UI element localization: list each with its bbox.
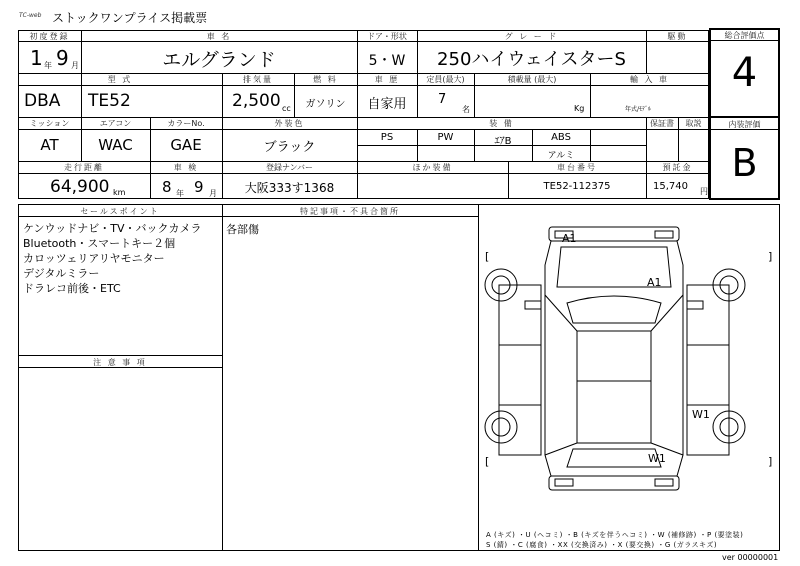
sales-point-line: カロッツェリアリヤモニター bbox=[23, 252, 165, 265]
color-no-value: GAE bbox=[170, 136, 202, 154]
remarks-text: 各部傷 bbox=[226, 223, 259, 236]
price-unit: 円 bbox=[700, 187, 708, 196]
warranty-header: 保証書 bbox=[650, 119, 674, 128]
page-title: ストックワンプライス掲載票 bbox=[52, 11, 208, 25]
damage-mark-right-rear-door: W1 bbox=[692, 408, 710, 421]
other-equip-header: ほか装備 bbox=[412, 163, 453, 172]
aircon-header: エアコン bbox=[99, 119, 132, 128]
mileage-unit: km bbox=[113, 188, 126, 197]
equip-ps: PS bbox=[380, 132, 394, 143]
sales-points-list bbox=[23, 221, 201, 296]
total-score-header: 総合評価点 bbox=[724, 31, 765, 40]
manual-header: 取説 bbox=[685, 119, 702, 128]
capacity-value: 7 bbox=[438, 92, 447, 107]
fuel-value: ガソリン bbox=[305, 99, 346, 110]
load-header: 積載量 (最大) bbox=[507, 75, 557, 84]
plate-value: 大阪333す1368 bbox=[244, 181, 335, 195]
grade-value: 250ハイウェイスターS bbox=[437, 49, 626, 70]
inspection-year-unit: 年 bbox=[176, 189, 184, 198]
model-year-label: 年式/ﾓﾃﾞﾙ bbox=[625, 106, 652, 113]
aircon-value: WAC bbox=[98, 136, 133, 154]
first-reg-header: 初度登録 bbox=[29, 32, 70, 41]
capacity-unit: 名 bbox=[462, 105, 470, 114]
version-label: ver 00000001 bbox=[722, 553, 779, 562]
sales-point-line: Bluetooth・スマートキー２個 bbox=[23, 237, 176, 250]
month-unit: 月 bbox=[71, 61, 79, 70]
chassis-header: 車台番号 bbox=[557, 163, 597, 172]
grade-header: グ レ ー ド bbox=[504, 32, 559, 41]
inspection-month-unit: 月 bbox=[209, 189, 217, 198]
price-value: 15,740 bbox=[653, 181, 688, 192]
mileage-value: 64,900 bbox=[50, 177, 110, 197]
exterior-header: 外装色 bbox=[274, 119, 305, 128]
equip-abs: ABS bbox=[551, 132, 571, 143]
car-name-header: 車 名 bbox=[206, 32, 232, 41]
total-score: 4 bbox=[731, 50, 758, 96]
plate-header: 登録ナンバー bbox=[265, 163, 314, 172]
year-unit: 年 bbox=[44, 61, 52, 70]
exterior-value: ブラック bbox=[263, 140, 316, 155]
inspection-year: 8 bbox=[162, 178, 172, 196]
sales-point-line: ドラレコ前後・ETC bbox=[23, 282, 121, 295]
capacity-header: 定員(最大) bbox=[426, 75, 465, 84]
car-name: エルグランド bbox=[162, 49, 276, 71]
history-value: 自家用 bbox=[367, 97, 407, 112]
interior-score-header: 内装評価 bbox=[728, 120, 761, 129]
legend-line-1: A (キズ) ・U (ヘコミ) ・B (キズを伴うヘコミ) ・W (補修跡) ・P (要塗装) bbox=[486, 531, 744, 539]
interior-score: B bbox=[731, 141, 758, 185]
mileage-header: 走行距離 bbox=[64, 163, 104, 172]
damage-mark-rear: W1 bbox=[648, 452, 666, 465]
car-damage-diagram bbox=[479, 205, 779, 527]
color-no-header: カラーNo. bbox=[167, 119, 205, 128]
bracket-left-rear: [ bbox=[485, 455, 490, 468]
first-reg-year: 1 bbox=[30, 46, 43, 70]
damage-mark-hood: A1 bbox=[647, 276, 662, 289]
inspection-header: 車 検 bbox=[173, 163, 199, 172]
bracket-right-front: ] bbox=[768, 250, 773, 263]
sales-point-line: ケンウッドナビ・TV・バックカメラ bbox=[23, 222, 202, 235]
doors-header: ドア・形状 bbox=[367, 32, 407, 41]
mission-value: AT bbox=[40, 136, 59, 154]
displacement-header: 排気量 bbox=[243, 75, 273, 84]
bracket-left-front: [ bbox=[485, 250, 490, 263]
displacement-unit: cc bbox=[282, 104, 291, 113]
inspection-month: 9 bbox=[194, 178, 204, 196]
type-prefix: DBA bbox=[24, 91, 61, 111]
import-header: 輸 入 車 bbox=[629, 75, 670, 84]
sales-point-line: デジタルミラー bbox=[23, 267, 100, 280]
price-header: 預託金 bbox=[662, 163, 693, 172]
equip-airbag: ｴｱB bbox=[494, 136, 512, 147]
first-reg-month: 9 bbox=[56, 46, 69, 70]
remarks-header: 特記事項・不具合箇所 bbox=[300, 207, 400, 216]
logo: TC-web bbox=[19, 12, 42, 19]
damage-mark-front-bumper: A1 bbox=[562, 232, 577, 245]
type-header: 型 式 bbox=[107, 75, 133, 84]
sales-points-header: セールスポイント bbox=[80, 207, 160, 216]
doors-value: 5・W bbox=[368, 53, 406, 69]
notes-header: 注 意 事 項 bbox=[93, 358, 147, 367]
equip-pw: PW bbox=[437, 132, 454, 143]
type-model: TE52 bbox=[88, 91, 131, 111]
bracket-right-rear: ] bbox=[768, 455, 773, 468]
mission-header: ミッション bbox=[29, 119, 70, 128]
equip-alloy: アルミ bbox=[547, 151, 575, 161]
legend-line-2: S (錆) ・C (腐食) ・XX (交換済み) ・X (要交換) ・G (ガラスキズ) bbox=[486, 541, 718, 549]
displacement-value: 2,500 bbox=[232, 91, 281, 111]
chassis-value: TE52-112375 bbox=[543, 181, 611, 192]
history-header: 車 歴 bbox=[374, 75, 400, 84]
fuel-header: 燃 料 bbox=[313, 75, 338, 84]
drive-header: 駆動 bbox=[667, 32, 688, 41]
load-unit: Kg bbox=[574, 104, 585, 113]
equipment-header: 装 備 bbox=[489, 119, 514, 128]
